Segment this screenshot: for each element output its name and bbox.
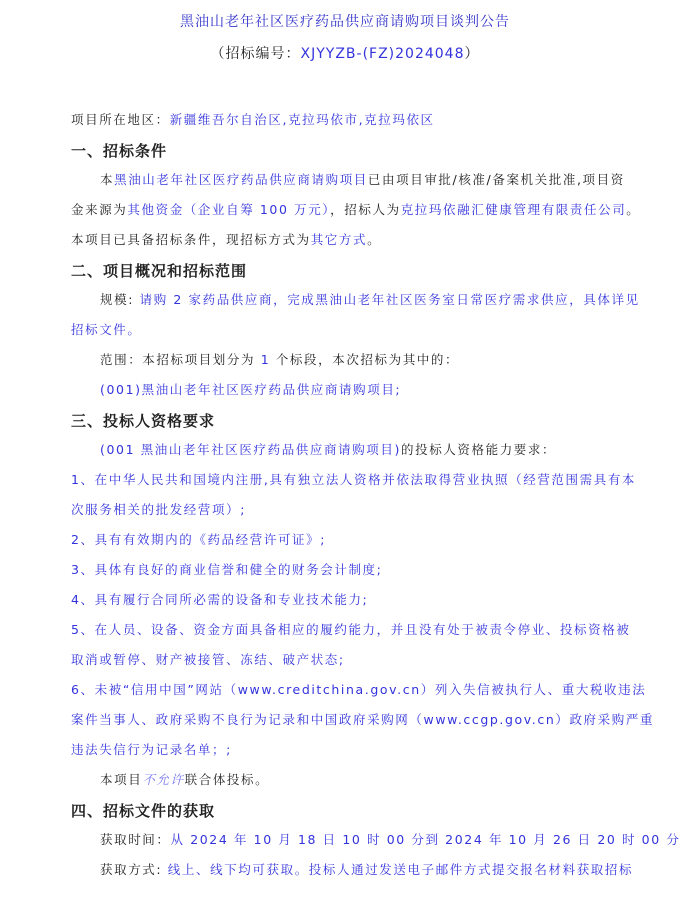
text-line	[71, 590, 611, 620]
text-line	[71, 170, 625, 200]
text-segment: 不允许	[142, 772, 185, 787]
document-body	[71, 110, 681, 890]
text-segment: 新疆维吾尔自治区,克拉玛依市,克拉玛依区	[169, 112, 435, 127]
text-segment: 取消或暂停、财产被接管、冻结、破产状态;	[71, 652, 345, 667]
text-line	[71, 830, 681, 860]
tender-number-code: XJYYZB-(FZ)2024048	[300, 46, 465, 62]
text-segment: (001 黑油山老年社区医疗药品供应商请购项目)	[100, 442, 401, 457]
text-line	[71, 230, 611, 260]
section-heading	[71, 140, 611, 170]
text-segment: 请购 2 家药品供应商，完成黑油山老年社区医务室日常医疗需求供应，具体详见	[134, 292, 640, 307]
text-segment: 获取方式:	[100, 862, 163, 877]
text-segment: 黑油山老年社区医疗药品供应商请购项目	[114, 172, 368, 187]
text-segment: 个标段，本次招标为其中的：	[270, 352, 460, 367]
text-segment: 。	[626, 202, 641, 217]
text-segment: 违法失信行为记录名单；;	[71, 742, 232, 757]
text-segment: 本项目	[100, 772, 143, 787]
document-title: 黑油山老年社区医疗药品供应商请购项目谈判公告	[180, 14, 510, 30]
text-line	[71, 380, 611, 410]
text-segment: 2、具有有效期内的《药品经营许可证》;	[71, 532, 327, 547]
text-segment: 招标文件。	[71, 322, 142, 337]
text-segment: 已由项目审批/核准/备案机关批准,项目资	[367, 172, 625, 187]
text-segment: 。	[367, 232, 382, 247]
tender-number	[0, 43, 690, 63]
text-segment: 规模:	[100, 292, 135, 307]
text-segment: 3、具体有良好的商业信誉和健全的财务会计制度;	[71, 562, 383, 577]
text-segment: 案件当事人、政府采购不良行为记录和中国政府采购网（www.ccgp.gov.cn）政府采购严重	[71, 712, 655, 727]
text-line	[71, 110, 611, 140]
text-segment: 获取时间：	[100, 832, 171, 847]
text-line	[71, 710, 655, 740]
text-line	[71, 770, 611, 800]
text-segment: 4、具有履行合同所必需的设备和专业技术能力;	[71, 592, 369, 607]
text-line	[71, 740, 611, 770]
text-line	[71, 200, 641, 230]
text-line	[71, 560, 611, 590]
text-segment: 线上、线下均可获取。投标人通过发送电子邮件方式提交报名材料获取招标	[162, 862, 634, 877]
text-line	[71, 620, 631, 650]
text-segment: 一、招标条件	[71, 142, 168, 160]
text-segment: 本项目已具备招标条件，现招标方式为	[71, 232, 311, 247]
text-line	[71, 500, 611, 530]
tender-number-prefix: （招标编号：	[210, 46, 301, 62]
text-segment: 联合体投标。	[184, 772, 270, 787]
text-line	[71, 530, 611, 560]
text-segment: 项目所在地区：	[71, 112, 170, 127]
text-segment: 金来源为	[71, 202, 128, 217]
text-line	[71, 290, 640, 320]
text-line	[71, 470, 637, 500]
text-segment: 本	[100, 172, 115, 187]
text-line	[71, 440, 611, 470]
text-segment: 次服务相关的批发经营项）;	[71, 502, 247, 517]
text-line	[71, 320, 611, 350]
text-segment: 的投标人资格能力要求：	[401, 442, 557, 457]
text-segment: (001)黑油山老年社区医疗药品供应商请购项目;	[100, 382, 402, 397]
text-line	[71, 350, 611, 380]
text-segment: 其它方式	[310, 232, 368, 247]
section-heading	[71, 800, 611, 830]
text-segment: ，招标人为	[330, 202, 401, 217]
text-line	[71, 680, 647, 710]
section-heading	[71, 410, 611, 440]
text-line	[71, 860, 634, 890]
section-heading	[71, 260, 611, 290]
text-segment: 5、在人员、设备、资金方面具备相应的履约能力，并且没有处于被责令停业、投标资格被	[71, 622, 631, 637]
text-segment: 从 2024 年 10 月 18 日 10 时 00 分到 2024 年 10 月 26 日 20 时 00 分	[170, 832, 681, 847]
text-segment: 6、未被“信用中国”网站（www.creditchina.gov.cn）列入失信被执行人、重大税收违法	[71, 682, 647, 697]
text-segment: 克拉玛依融汇健康管理有限责任公司	[400, 202, 627, 217]
text-segment: 范围：本招标项目划分为	[100, 352, 261, 367]
tender-number-suffix: ）	[464, 46, 480, 62]
text-line	[71, 650, 611, 680]
text-segment: 1	[260, 352, 271, 367]
text-segment: 1、在中华人民共和国境内注册,具有独立法人资格并依法取得营业执照（经营范围需具有本	[71, 472, 637, 487]
text-segment: 其他资金（企业自筹 100 万元）	[127, 202, 331, 217]
text-segment: 二、项目概况和招标范围	[71, 262, 248, 280]
text-segment: 四、招标文件的获取	[71, 802, 216, 820]
text-segment: 三、投标人资格要求	[71, 412, 216, 430]
